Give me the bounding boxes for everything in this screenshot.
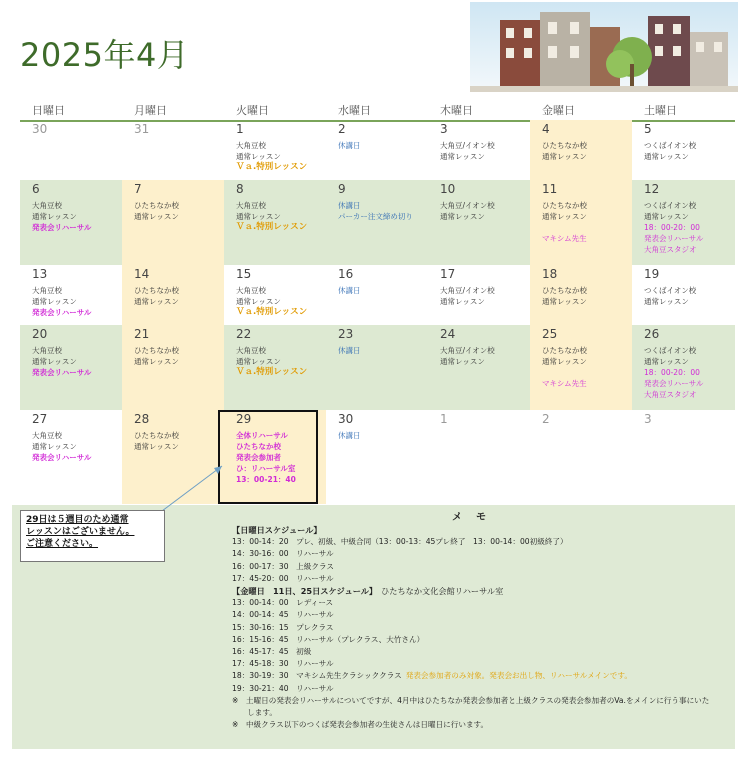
event-line: ひたちなか校	[134, 346, 179, 355]
weekday-wed: 水曜日	[338, 104, 371, 117]
event-line: ひ：リハーサル室	[236, 464, 296, 473]
event-line: 通常レッスン	[32, 442, 77, 451]
event-line: 大角豆校	[32, 431, 62, 440]
event-line: 大角豆スタジオ	[644, 245, 697, 254]
memo-text: 15：30-16：15 プレクラス	[232, 622, 334, 632]
event-line: 休講日	[338, 201, 361, 210]
event-line: ひたちなか校	[134, 431, 179, 440]
event-line: パーカー注文締め切り	[338, 212, 413, 221]
memo-line	[232, 670, 709, 682]
event-line: Ｖａ.特別レッスン	[236, 307, 308, 317]
event-line: 大角豆/イオン校	[440, 141, 495, 150]
event-line: 通常レッスン	[134, 212, 179, 221]
memo-text: 【金曜日 11日、25日スケジュール】	[232, 586, 378, 597]
day-number: 20	[32, 327, 48, 341]
day-number: 3	[644, 412, 652, 426]
day-number: 22	[236, 327, 252, 341]
event-line: 通常レッスン	[542, 152, 587, 161]
event-line: ひたちなか校	[542, 346, 587, 355]
memo-line	[232, 536, 709, 548]
memo-text: 13：00-14：00 レディース	[232, 598, 334, 608]
event-line: 通常レッスン	[236, 212, 281, 221]
event-line: 休講日	[338, 141, 361, 150]
event-line: 休講日	[338, 431, 361, 440]
event-line: 通常レッスン	[134, 357, 179, 366]
day-number: 10	[440, 182, 456, 196]
memo-line	[232, 609, 709, 621]
event-line: 通常レッスン	[542, 212, 587, 221]
day-number: 26	[644, 327, 660, 341]
event-line: 通常レッスン	[440, 212, 485, 221]
day-number: 7	[134, 182, 142, 196]
memo-location: ひたちなか文化会館リハーサル室	[381, 586, 504, 597]
event-line: 通常レッスン	[644, 152, 689, 161]
event-line: 大角豆校	[236, 141, 266, 150]
event-line: 発表会リハーサル	[32, 453, 92, 462]
day-number: 30	[32, 122, 48, 136]
day-number: 17	[440, 267, 456, 281]
event-line: ひたちなか校	[236, 442, 281, 451]
memo-text: 17：45-18：30 リハーサル	[232, 659, 334, 669]
event-line: 休講日	[338, 286, 361, 295]
memo-title: メモ	[452, 512, 500, 523]
notice-line: レッスンはございません。	[26, 527, 135, 537]
event-line: マキシム先生	[542, 379, 587, 388]
event-line: 全体リハーサル	[236, 431, 288, 440]
event-line: Ｖａ.特別レッスン	[236, 367, 308, 377]
event-line: 通常レッスン	[644, 357, 689, 366]
event-line: 18：00-20：00	[644, 223, 700, 232]
day-number: 1	[236, 122, 244, 136]
event-line: 通常レッスン	[440, 297, 485, 306]
event-line: ひたちなか校	[134, 286, 179, 295]
event-line: 大角豆スタジオ	[644, 390, 697, 399]
memo-line	[232, 597, 709, 609]
event-line: 通常レッスン	[644, 297, 689, 306]
day-number: 1	[440, 412, 448, 426]
event-line: 発表会リハーサル	[32, 308, 92, 317]
event-line: つくばイオン校	[644, 201, 697, 210]
event-line: 大角豆/イオン校	[440, 201, 495, 210]
event-line: 大角豆校	[32, 201, 62, 210]
day-number: 27	[32, 412, 48, 426]
memo-line	[232, 548, 709, 560]
event-line: 通常レッスン	[542, 357, 587, 366]
memo-line	[232, 646, 709, 658]
event-line: 通常レッスン	[440, 357, 485, 366]
event-line: 通常レッスン	[134, 442, 179, 451]
day-number: 23	[338, 327, 354, 341]
event-line: つくばイオン校	[644, 286, 697, 295]
event-line: 休講日	[338, 346, 361, 355]
notice-line: ご注意ください。	[26, 539, 99, 549]
memo-schedule	[232, 524, 709, 731]
weekday-mon: 月曜日	[134, 104, 167, 117]
memo-text: ※ 土曜日の発表会リハーサルについてですが、4月中はひたちなか発表会参加者と上級クラスの発表会参加者のVa.をメインに行う事にいた	[232, 695, 710, 705]
day-number: 9	[338, 182, 346, 196]
event-line: 大角豆/イオン校	[440, 286, 495, 295]
day-number: 15	[236, 267, 252, 281]
day-number: 14	[134, 267, 150, 281]
day-number: 16	[338, 267, 354, 281]
day-number: 4	[542, 122, 550, 136]
memo-text: 19：30-21：40 リハーサル	[232, 683, 334, 693]
event-line: ひたちなか校	[542, 201, 587, 210]
event-line: 通常レッスン	[542, 297, 587, 306]
page-title: 2025年4月	[20, 36, 190, 74]
event-line: 大角豆校	[236, 346, 266, 355]
memo-line	[232, 622, 709, 634]
event-line: 通常レッスン	[32, 212, 77, 221]
memo-line	[232, 719, 709, 731]
day-number: 5	[644, 122, 652, 136]
memo-line	[232, 707, 709, 719]
day-number: 24	[440, 327, 456, 341]
event-line: 通常レッスン	[440, 152, 485, 161]
day-number: 6	[32, 182, 40, 196]
event-line: 発表会リハーサル	[644, 234, 704, 243]
event-line: ひたちなか校	[542, 141, 587, 150]
day-number: 8	[236, 182, 244, 196]
notice-box	[20, 510, 165, 562]
day-number: 2	[542, 412, 550, 426]
memo-text: 14：30-16：00 リハーサル	[232, 549, 334, 559]
memo-text: 13：00-14：20 プレ、初級、中級合同（13：00-13：45プレ終了 13：00-14：00初級終了）	[232, 537, 568, 547]
event-line: Ｖａ.特別レッスン	[236, 222, 308, 232]
day-number: 18	[542, 267, 558, 281]
day-number: 29	[236, 412, 252, 426]
memo-line	[232, 658, 709, 670]
event-line: 発表会リハーサル	[32, 223, 92, 232]
memo-text: 18：30-19：30 マキシム先生クラシッククラス	[232, 671, 402, 681]
day-number: 30	[338, 412, 354, 426]
memo-text: 16：15-16：45 リハーサル（プレクラス、大竹さん）	[232, 634, 425, 644]
event-line: つくばイオン校	[644, 346, 697, 355]
memo-line	[232, 634, 709, 646]
day-number: 21	[134, 327, 150, 341]
event-line: 13：00-21：40	[236, 475, 296, 484]
memo-line	[232, 695, 709, 707]
day-number: 13	[32, 267, 48, 281]
memo-text: 17：45-20：00 リハーサル	[232, 573, 334, 583]
event-line: 通常レッスン	[644, 212, 689, 221]
event-line: 通常レッスン	[32, 297, 77, 306]
event-line: 大角豆校	[236, 286, 266, 295]
memo-text: 16：00-17：30 上級クラス	[232, 561, 334, 571]
event-line: 大角豆校	[32, 346, 62, 355]
memo-line	[232, 561, 709, 573]
day-number: 25	[542, 327, 558, 341]
weekday-sun: 日曜日	[32, 104, 65, 117]
memo-text: 14：00-14：45 リハーサル	[232, 610, 334, 620]
day-number: 31	[134, 122, 150, 136]
day-number: 19	[644, 267, 660, 281]
event-line: ひたちなか校	[134, 201, 179, 210]
event-line: 発表会参加者	[236, 453, 281, 462]
event-line: 発表会リハーサル	[32, 368, 92, 377]
memo-line	[232, 573, 709, 585]
weekday-tue: 火曜日	[236, 104, 269, 117]
memo-line	[232, 585, 709, 597]
weekday-fri: 金曜日	[542, 104, 575, 117]
weekday-sat: 土曜日	[644, 104, 677, 117]
memo-line	[232, 524, 709, 536]
event-line: 大角豆/イオン校	[440, 346, 495, 355]
day-number: 28	[134, 412, 150, 426]
event-line: つくばイオン校	[644, 141, 697, 150]
event-line: 通常レッスン	[134, 297, 179, 306]
memo-text: ※ 中級クラス以下のつくば発表会参加者の生徒さんは日曜日に行います。	[232, 720, 489, 730]
day-number: 12	[644, 182, 660, 196]
memo-text: 16：45-17：45 初級	[232, 647, 312, 657]
day-number: 11	[542, 182, 558, 196]
event-line: 通常レッスン	[236, 152, 281, 161]
memo-text: します。	[232, 708, 277, 718]
event-line: 18：00-20：00	[644, 368, 700, 377]
memo-line	[232, 683, 709, 695]
memo-text: 【日曜日スケジュール】	[232, 525, 322, 535]
event-line: ひたちなか校	[542, 286, 587, 295]
weekday-thu: 木曜日	[440, 104, 473, 117]
event-line: マキシム先生	[542, 234, 587, 243]
event-line: 通常レッスン	[236, 357, 281, 366]
event-line: 通常レッスン	[236, 297, 281, 306]
event-line: 通常レッスン	[32, 357, 77, 366]
event-line: Ｖａ.特別レッスン	[236, 162, 308, 172]
day-number: 2	[338, 122, 346, 136]
event-line: 発表会リハーサル	[644, 379, 704, 388]
day-number: 3	[440, 122, 448, 136]
memo-accent-note: 発表会参加者のみ対象。発表会お出し物、リハーサルメインです。	[405, 671, 632, 681]
event-line: 大角豆校	[32, 286, 62, 295]
event-line: 大角豆校	[236, 201, 266, 210]
notice-line: 29日は５週目のため通常	[26, 515, 129, 525]
